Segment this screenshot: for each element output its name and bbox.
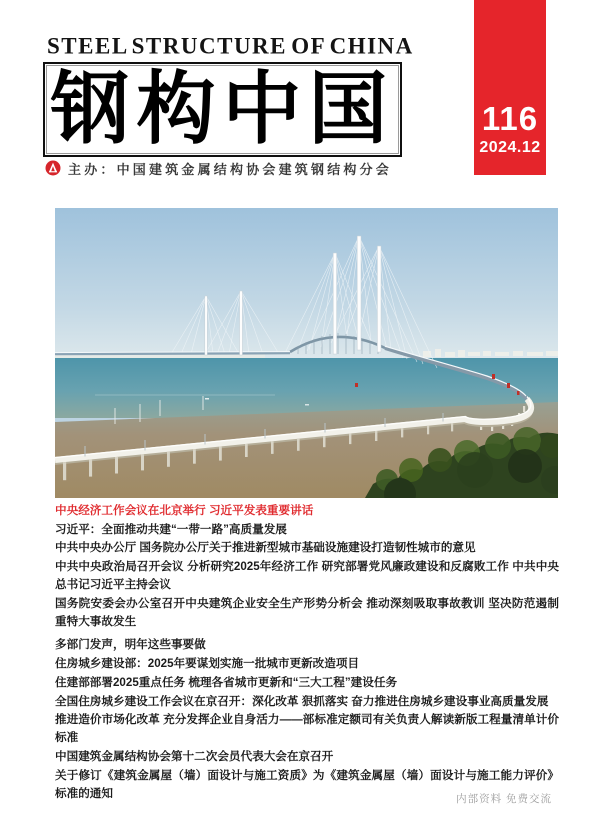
headline-item: 中共中央办公厅 国务院办公厅关于推进新型城市基础设施建设打造韧性城市的意见 bbox=[55, 541, 476, 555]
cover-photo-illustration bbox=[55, 208, 558, 498]
photo-sky bbox=[55, 208, 558, 360]
issue-box bbox=[474, 0, 546, 175]
organizer-text: 主办：中国建筑金属结构协会建筑钢结构分会 bbox=[68, 161, 393, 177]
headline-item: 住房城乡建设部：2025年要谋划实施一批城市更新改造项目 bbox=[55, 657, 360, 671]
headlines-list bbox=[55, 502, 559, 804]
headline-item: 中共中央政治局召开会议 分析研究2025年经济工作 研究部署党风廉政建设和反腐败工作 中共中央总书记习近平主持会议 bbox=[55, 560, 559, 592]
footer-note: 内部资料 免费交流 bbox=[456, 793, 552, 805]
chinese-title: 钢构中国 bbox=[50, 64, 395, 153]
headline-item: 多部门发声，明年这些事要做 bbox=[55, 638, 206, 652]
headline-item: 关于修订《建筑金属屋（墙）面设计与施工资质》为《建筑金属屋（墙）面设计与施工能力评价》标准的通知 bbox=[55, 768, 559, 801]
issue-date: 2024.12 bbox=[479, 139, 541, 156]
headline-item: 全国住房城乡建设工作会议在京召开：深化改革 狠抓落实 奋力推进住房城乡建设事业高质量发展 bbox=[55, 694, 549, 708]
headline-item: 习近平：全面推动共建“一带一路”高质量发展 bbox=[55, 522, 287, 536]
issue-number: 116 bbox=[481, 100, 539, 137]
headline-item: 住建部部署2025重点任务 梳理各省城市更新和“三大工程”建设任务 bbox=[55, 675, 398, 689]
lead-headline: 中央经济工作会议在北京举行 习近平发表重要讲话 bbox=[55, 504, 314, 517]
english-title: STEEL STRUCTURE OF CHINA bbox=[47, 33, 414, 59]
association-logo-icon bbox=[45, 160, 61, 176]
headline-item: 国务院安委会办公室召开中央建筑企业安全生产形势分析会 推动深刻吸取事故教训 坚决防范遏制重特大事故发生 bbox=[55, 597, 559, 629]
organizer-line bbox=[45, 159, 392, 177]
chinese-title-box bbox=[43, 62, 402, 157]
headline-item: 中国建筑金属结构协会第十二次会员代表大会在京召开 bbox=[55, 750, 334, 764]
cover-photo bbox=[55, 208, 558, 498]
headline-item: 推进造价市场化改革 充分发挥企业自身活力——部标准定额司有关负责人解读新版工程量清单计价标准 bbox=[55, 713, 559, 745]
